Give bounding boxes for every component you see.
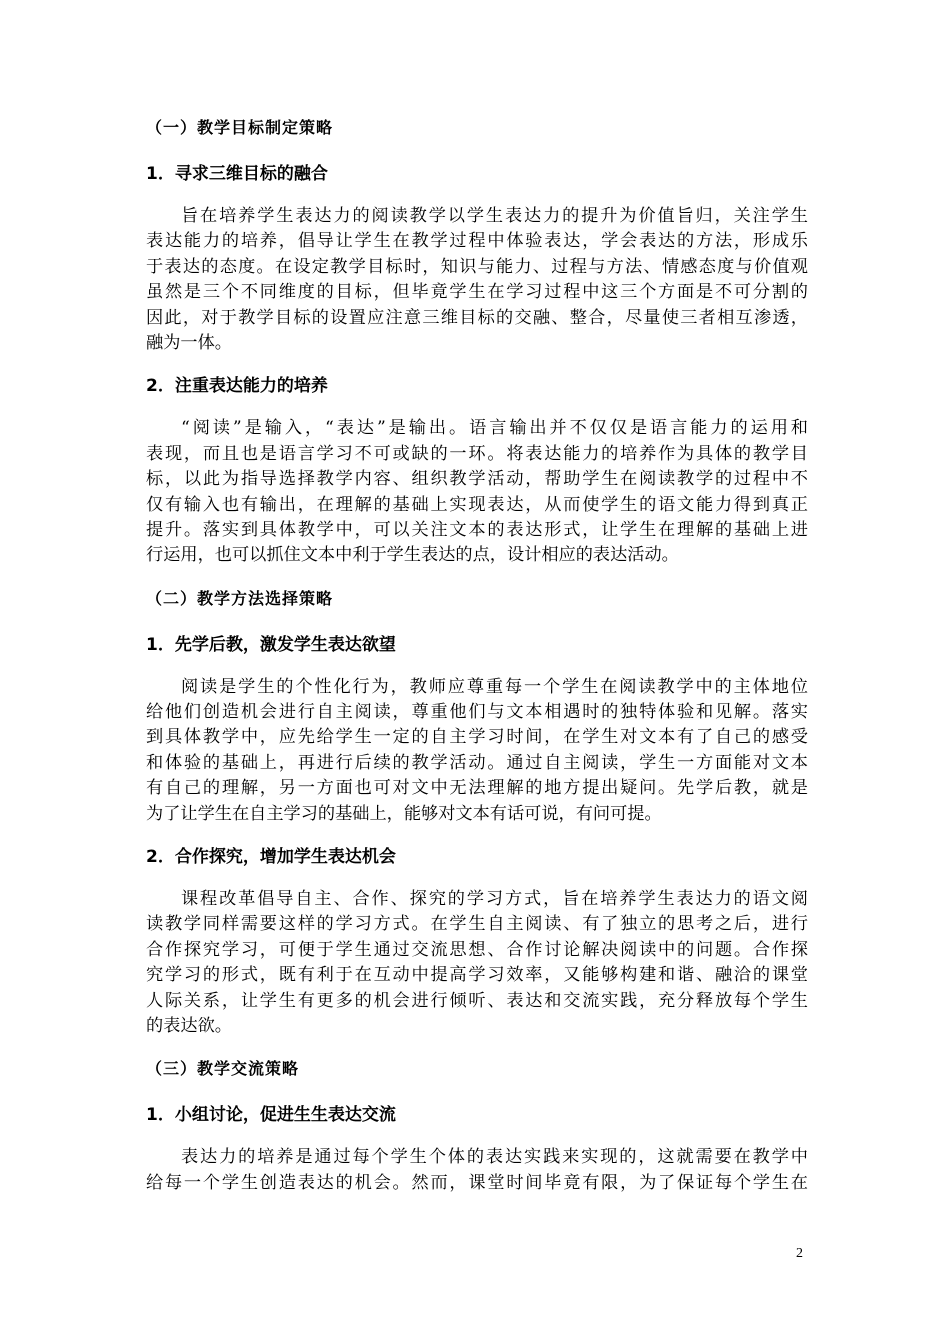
paragraph-line: 表达力的培养是通过每个学生个体的表达实践来实现的，这就需要在教学中 [181,1147,808,1168]
body-paragraph [146,675,808,827]
document-body [146,112,808,1210]
page-number: 2 [796,1246,803,1261]
body-paragraph [146,1145,808,1196]
paragraph-line: 人际关系，让学生有更多的机会进行倾听、表达和交流实践，充分释放每个学生 [146,990,808,1011]
paragraph-line: “阅读”是输入，“表达”是输出。语言输出并不仅仅是语言能力的运用和 [181,418,808,439]
paragraph-line: 于表达的态度。在设定教学目标时，知识与能力、过程与方法、情感态度与价值观 [146,256,808,277]
subsection-heading: 1．寻求三维目标的融合 [146,164,328,184]
paragraph-line: 给每一个学生创造表达的机会。然而，课堂时间毕竟有限，为了保证每个学生在 [146,1172,808,1193]
paragraph-line: 有自己的理解，另一方面也可对文中无法理解的地方提出疑问。先学后教，就是 [146,778,808,799]
paragraph-line: 到具体教学中，应先给学生一定的自主学习时间，在学生对文本有了自己的感受 [146,727,808,748]
paragraph-line: 的表达欲。 [146,1015,232,1036]
subsection-heading: 1．小组讨论，促进生生表达交流 [146,1105,396,1126]
paragraph-line: 因此，对于教学目标的设置应注意三维目标的交融、整合，尽量使三者相互渗透， [146,307,808,328]
paragraph-line: 为了让学生在自主学习的基础上，能够对文本有话可说，有问可提。 [146,803,662,824]
paragraph-line: 虽然是三个不同维度的目标，但毕竟学生在学习过程中这三个方面是不可分割的 [146,282,808,303]
paragraph-line: 仅有输入也有输出，在理解的基础上实现表达，从而使学生的语文能力得到真正 [146,494,808,515]
paragraph-line: 究学习的形式，既有利于在互动中提高学习效率，又能够构建和谐、融洽的课堂 [146,965,808,986]
paragraph-line: 表达能力的培养，倡导让学生在教学过程中体验表达，学会表达的方法，形成乐 [146,231,808,252]
paragraph-line: 表现，而且也是语言学习不可或缺的一环。将表达能力的培养作为具体的教学目 [146,443,808,464]
paragraph-line: 旨在培养学生表达力的阅读教学以学生表达力的提升为价值旨归，关注学生 [181,206,808,226]
paragraph-line: 行运用，也可以抓住文本中利于学生表达的点，设计相应的表达活动。 [146,545,679,566]
body-paragraph [146,887,808,1039]
subsection-heading: 1．先学后教，激发学生表达欲望 [146,634,396,655]
paragraph-line: 合作探究学习，可便于学生通过交流思想、合作讨论解决阅读中的问题。合作探 [146,939,808,960]
subsection-heading: 2．合作探究，增加学生表达机会 [146,847,396,868]
paragraph-line: 给他们创造机会进行自主阅读，尊重他们与文本相遇时的独特体验和见解。落实 [146,702,808,723]
paragraph-line: 提升。落实到具体教学中，可以关注文本的表达形式，让学生在理解的基础上进 [146,519,808,540]
paragraph-line: 标，以此为指导选择教学内容、组织教学活动，帮助学生在阅读教学的过程中不 [146,469,808,490]
section-heading: （三）教学交流策略 [146,1059,300,1079]
body-paragraph [146,416,808,568]
paragraph-line: 读教学同样需要这样的学习方式。在学生自主阅读、有了独立的思考之后，进行 [146,914,808,935]
paragraph-line: 融为一体。 [146,332,232,353]
section-heading: （一）教学目标制定策略 [146,118,334,137]
paragraph-line: 和体验的基础上，再进行后续的教学活动。通过自主阅读，学生一方面能对文本 [146,752,808,773]
paragraph-line: 阅读是学生的个性化行为，教师应尊重每一个学生在阅读教学中的主体地位 [181,676,808,697]
body-paragraph [146,204,808,356]
subsection-heading: 2．注重表达能力的培养 [146,376,328,397]
paragraph-line: 课程改革倡导自主、合作、探究的学习方式，旨在培养学生表达力的语文阅 [181,889,808,910]
section-heading: （二）教学方法选择策略 [146,588,334,608]
